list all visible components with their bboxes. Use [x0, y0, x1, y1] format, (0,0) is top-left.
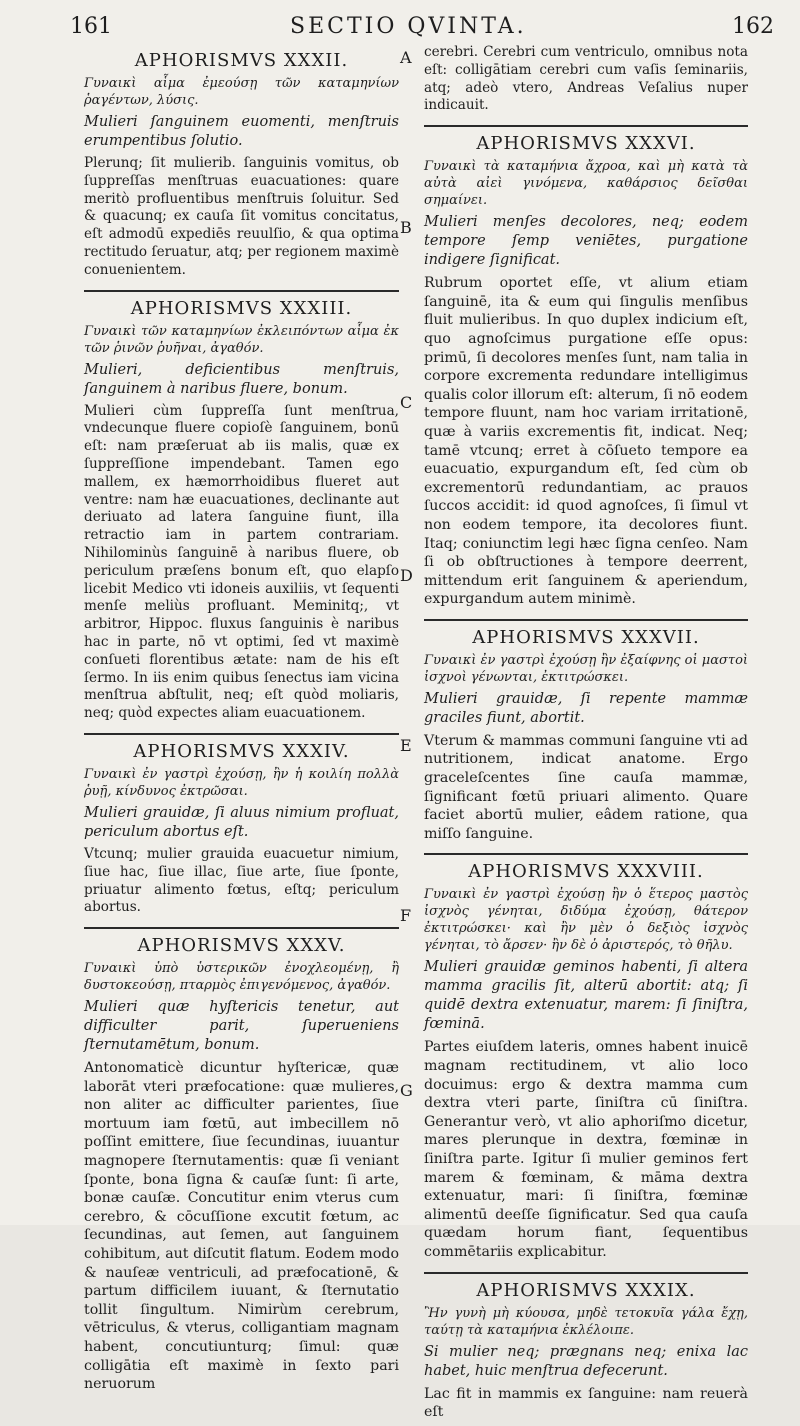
latin-translation: Mulieri grauidæ, ſi aluus nimium profluat, periculum abortus eſt.	[84, 804, 399, 840]
aphorism-37	[424, 627, 748, 844]
greek-text: Γυναικὶ ἐν γαστρὶ ἐχούσῃ ἢν ἐξαίφνης οἱ μαστοὶ ἰσχνοὶ γένωνται, ἐκτιτρώσκει.	[424, 652, 748, 685]
greek-text: Γυναικὶ ἐν γαστρὶ ἐχούσῃ, ἢν ἡ κοιλίη πολλὰ ῥυῇ, κίνδυνος ἐκτρῶσαι.	[84, 766, 399, 799]
aphorism-34	[84, 741, 399, 917]
page-number-right: 162	[732, 14, 774, 39]
margin-letter-f: F	[400, 906, 412, 925]
aphorism-39	[424, 1280, 748, 1422]
section-rule	[84, 733, 399, 735]
section-rule	[84, 290, 399, 292]
aphorism-38	[424, 861, 748, 1261]
latin-translation: Si mulier neq; prægnans neq; enixa lac habet, huic menſtrua defecerunt.	[424, 1343, 748, 1379]
commentary: Plerunq; ſit mulierib. ſanguinis vomitus, ob ſuppreſſas menſtruas euacuationes: quare meritò profluentibus menſtruis ſoluitur. Sed & quacunq; ex cauſa ſit vomitus concitatus, eſt admodū expediēs reuulſio, & qua optima rectitudo ſeruatur, atq; per regionem maximè conuenientem.	[84, 155, 399, 278]
greek-text: Γυναικὶ ὑπὸ ὑστερικῶν ἐνοχλεομένῃ, ἢ δυστοκεούσῃ, πταρμὸς ἐπιγενόμενος, ἀγαθόν.	[84, 961, 399, 994]
aphorism-33	[84, 298, 399, 723]
greek-text: Γυναικὶ τὰ καταμήνια ἄχροα, καὶ μὴ κατὰ τὰ αὐτὰ αἰεὶ γινόμενα, καθάρσιος δεῖσθαι σημαίνει.	[424, 159, 748, 209]
margin-letter-a: A	[400, 48, 412, 67]
commentary: Partes eiuſdem lateris, omnes habent inuicē magnam rectitudinem, vt alio loco docuimus: ergo & dextra mamma cum dextra vteri parte, ſiniſtra cū ſiniſtra. Generantur verò, vt alio aphoriſmo dicetur, mares plerunque in dextra, fœminæ in ſiniſtra parte. Igitur ſi mulier geminos fert marem & fœminam, & māma dextra extenuatur, mari: ſi ſiniſtra, fœminæ alimentū deeſſe ſignificatur. Sed qua cauſa quædam horum fiant, ſequentibus commētariis explicabitur.	[424, 1039, 748, 1260]
aphorism-heading: APHORISMVS XXXIX.	[476, 1279, 696, 1301]
commentary-continuation: cerebri. Cerebri cum ventriculo, omnibus nota eſt: colligātiam cerebri cum vaſis ſeminariis, atq; adeò vtero, Andreas Veſalius nuper indicauit.	[424, 44, 748, 114]
section-rule	[424, 619, 748, 621]
greek-text: Γυναικὶ ἐν γαστρὶ ἐχούσῃ ἢν ὁ ἕτερος μαστὸς ἰσχνὸς γένηται, διδύμα ἐχούσῃ, θάτερον ἐκτιτρώσκει· καὶ ἢν μὲν ὁ δεξιὸς ἰσχνὸς γένηται, τὸ ἄρσεν· ἢν δὲ ὁ ἀριστερός, τὸ θῆλυ.	[424, 887, 748, 954]
section-rule	[424, 125, 748, 127]
greek-text: Γυναικὶ αἷμα ἐμεούσῃ τῶν καταμηνίων ῥαγέντων, λύσις.	[84, 76, 399, 108]
aphorism-heading: APHORISMVS XXXIII.	[130, 297, 353, 319]
commentary: Vterum & mammas communi ſanguine vti ad nutritionem, indicat anatome. Ergo graceleſcentes ſine cauſa mammæ, ſignificant fœtū priuari alimento. Quare faciet abortū mulier, eâdem ratione, qua miſſo ſanguine.	[424, 732, 748, 842]
aphorism-heading: APHORISMVS XXXII.	[134, 50, 349, 71]
aphorism-heading: APHORISMVS XXXVIII.	[468, 861, 704, 883]
section-rule	[424, 1272, 748, 1274]
greek-text: Ἢν γυνὴ μὴ κύουσα, μηδὲ τετοκυῖα γάλα ἔχῃ, ταύτῃ τὰ καταμήνια ἐκλέλοιπε.	[424, 1305, 748, 1338]
left-column	[84, 44, 399, 1398]
aphorism-heading: APHORISMVS XXXVI.	[476, 133, 696, 155]
margin-letter-e: E	[400, 736, 412, 755]
margin-letter-b: B	[400, 218, 412, 237]
commentary: Mulieri cùm ſuppreſſa ſunt menſtrua, vndecunque fluere copioſè ſanguinem, bonū eſt: nam præſeruat ab iis malis, quæ ex ſuppreſſione impendebant. Tamen ego mallem, ex hæmorrhoidibus flueret aut ventre: nam hæ euacuationes, declinante aut deriuato ad latera ſanguine fiunt, illa retractio iam in partem contrariam. Nihilominùs ſanguinē à naribus fluere, ob periculum præſens bonum eſt, quo elapſo licebit Medico vti idoneis auxiliis, vt ſequenti menſe meliùs profluant. Meminitq;, vt arbitror, Hippoc. fluxus ſanguinis è naribus hac in parte, nō vt optimi, ſed vt maximè conſueti florentibus ætate: nam de his eſt ſermo. In iis enim quibus ſenectus iam vicina menſtrua abſtulit, neq; eſt quòd moliaris, neq; quòd expectes aliam euacuationem.	[84, 402, 399, 722]
aphorism-32	[84, 50, 399, 280]
commentary: Lac fit in mammis ex ſanguine: nam reuerà eſt	[424, 1385, 748, 1421]
latin-translation: Mulieri ſanguinem euomenti, menſtruis erumpentibus ſolutio.	[84, 114, 399, 149]
margin-letter-g: G	[400, 1081, 413, 1100]
page-number-left: 161	[70, 14, 112, 39]
latin-translation: Mulieri quæ hyſtericis tenetur, aut difficulter parit, ſuperueniens ſternutamētum, bonum.	[84, 999, 399, 1054]
greek-text: Γυναικὶ τῶν καταμηνίων ἐκλειπόντων αἷμα ἐκ τῶν ῥινῶν ῥυῆναι, ἀγαθόν.	[84, 323, 399, 356]
commentary: Antonomaticè dicuntur hyſtericæ, quæ laborāt vteri præfocatione: quæ mulieres, non aliter ac difficulter parientes, ſiue mortuum iam fœtū, aut imbecillem nō poſſint emittere, ſiue ſecundinas, iuuantur magnopere ſternutamentis: quæ ſi veniant ſponte, bona ſigna & cauſæ ſunt: ſi arte, bonæ cauſæ. Concutitur enim vterus cum cerebro, & cōcuſſione excutit fœtum, ac ſecundinas, aut ſemen, aut ſanguinem cohibitum, aut diſcutit flatum. Eodem modo & nauſeæ ventriculi, ad præfocationē, & partum difficilem iuuant, & ſternutatio tollit ſingultum. Nimirùm cerebrum, vētriculus, & vterus, colligantiam magnam habent, concutiunturq; ſimul: quæ colligātia eſt maximè in ſexto pari neruorum	[84, 1060, 399, 1393]
running-title: SECTIO QVINTA.	[290, 14, 527, 39]
aphorism-36	[424, 133, 748, 609]
commentary: Vtcunq; mulier grauida euacuetur nimium, ſiue hac, ſiue illac, ſiue arte, ſiue ſponte, priuatur alimento fœtus, eſtq; periculum abortus.	[84, 845, 399, 916]
right-column	[424, 44, 748, 1426]
margin-letter-c: C	[400, 393, 413, 412]
aphorism-heading: APHORISMVS XXXVII.	[472, 626, 700, 648]
latin-translation: Mulieri grauidæ, ſi repente mammæ graciles fiunt, abortit.	[424, 690, 748, 726]
section-rule	[84, 927, 399, 929]
margin-letter-d: D	[400, 566, 413, 585]
latin-translation: Mulieri grauidæ geminos habenti, ſi altera mamma gracilis ſit, alterū abortit: atq; ſi quidē dextra extenuatur, marem: ſi ſiniſtra, fœminā.	[424, 959, 748, 1033]
latin-translation: Mulieri menſes decolores, neq; eodem tempore ſemp veniētes, purgatione indigere ſignificat.	[424, 214, 748, 269]
aphorism-heading: APHORISMVS XXXV.	[137, 935, 346, 957]
latin-translation: Mulieri, deficientibus menſtruis, ſanguinem à naribus fluere, bonum.	[84, 361, 399, 397]
commentary: Rubrum oportet eſſe, vt alium etiam ſanguinē, ita & eum qui ſingulis menſibus fluit mulieribus. In quo duplex indicium eſt, quo agnoſcimus purgatione eſſe opus: primū, ſi decolores menſes ſunt, nam talia in corpore excrementa redundare intelligimus qualis color illorum eſt: alterum, ſi nō eodem tempore fluunt, nam hoc variam irritationē, quæ à variis excrementis fit, indicat. Neq; tamē vtcunq; erret à cōſueto tempore ea euacuatio, expurgandum eſt, ſed cùm ob excrementorū redundantiam, ac prauos ſuccos accidit: id quod agnoſces, ſi ſimul vt non eodem tempore, ita decolores fiunt. Itaq; coniunctim legi hæc ſigna cenſeo. Nam ſi ob obſtructiones à tempore deerrent, mittendum erit ſanguinem & aperiendum, expurgandum autem minimè.	[424, 275, 748, 608]
aphorism-35	[84, 935, 399, 1394]
aphorism-heading: APHORISMVS XXXIV.	[133, 740, 350, 762]
section-rule	[424, 853, 748, 855]
